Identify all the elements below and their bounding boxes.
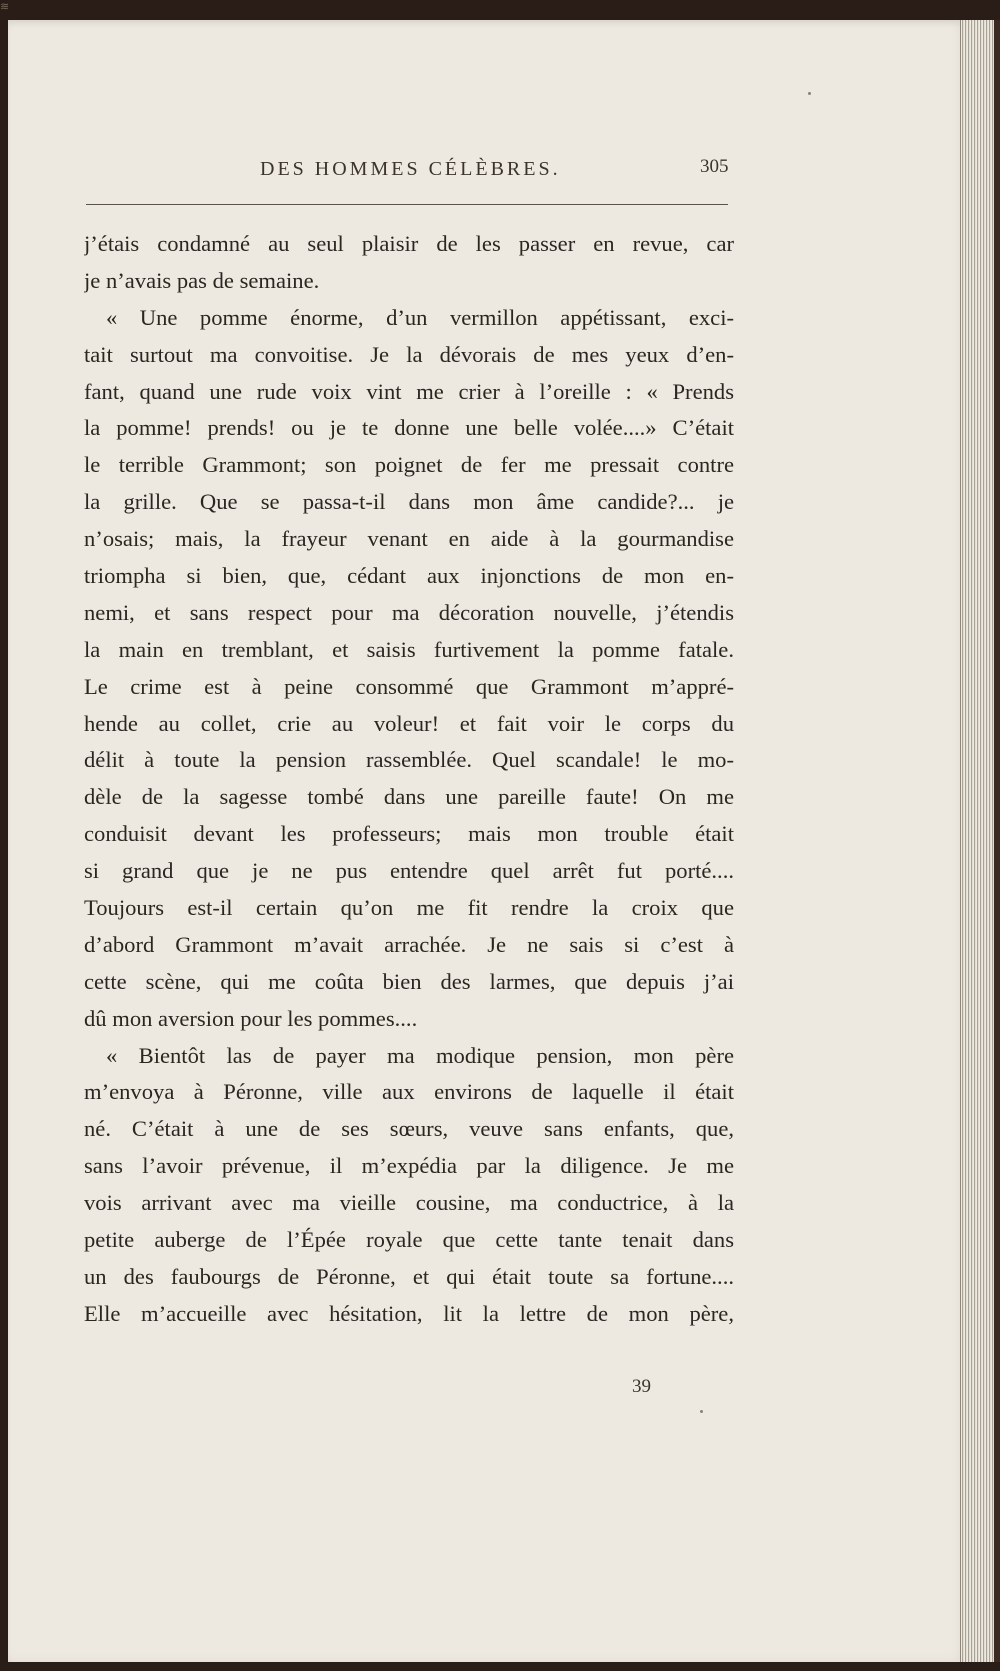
signature-mark: 39 (632, 1376, 651, 1397)
text-line: hende au collet, crie au voleur! et fait voir le corps du (84, 710, 734, 736)
text-line: j’étais condamné au seul plaisir de les passer en revue, car (84, 231, 734, 256)
text-line: un des faubourgs de Péronne, et qui était toute sa fortune.... (84, 1263, 734, 1289)
body-text (84, 226, 734, 1333)
text-line: sans l’avoir prévenue, il m’expédia par la diligence. Je me (84, 1153, 734, 1179)
text-line: né. C’était à une de ses sœurs, veuve sans enfants, que, (84, 1116, 734, 1142)
text-line: Elle m’accueille avec hésitation, lit la lettre de mon père, (84, 1300, 734, 1326)
text-line: Le crime est à peine consommé que Grammont m’appré- (84, 673, 734, 699)
paper-speck (700, 1410, 703, 1413)
page-number: 305 (700, 156, 729, 177)
text-line: tait surtout ma convoitise. Je la dévorais de mes yeux d’en- (84, 341, 734, 367)
text-line: la pomme! prends! ou je te donne une belle volée....» C’était (84, 415, 734, 441)
text-line: la grille. Que se passa-t-il dans mon âme candide?... je (84, 489, 734, 515)
text-line: si grand que je ne pus entendre quel arrêt fut porté.... (84, 858, 734, 884)
text-line: n’osais; mais, la frayeur venant en aide à la gourmandise (84, 526, 734, 552)
header-rule (86, 204, 728, 205)
text-line: délit à toute la pension rassemblée. Quel scandale! le mo- (84, 747, 734, 773)
text-line: dû mon aversion pour les pommes.... (84, 1005, 418, 1031)
text-line: m’envoya à Péronne, ville aux environs de laquelle il était (84, 1079, 734, 1105)
running-header (86, 156, 729, 198)
book-cover-edge (994, 20, 1000, 1662)
text-line: vois arrivant avec ma vieille cousine, ma conductrice, à la (84, 1190, 734, 1216)
text-line: conduisit devant les professeurs; mais mon trouble était (84, 821, 734, 847)
text-line: triompha si bien, que, cédant aux injonctions de mon en- (84, 563, 734, 589)
text-line: fant, quand une rude voix vint me crier à l’oreille : « Prends (84, 378, 734, 404)
text-line: je n’avais pas de semaine. (84, 267, 320, 293)
corner-mark: ≋ (0, 1, 11, 13)
text-line: « Bientôt las de payer ma modique pension, mon père (106, 1042, 734, 1068)
text-line: la main en tremblant, et saisis furtivement la pomme fatale. (84, 636, 734, 662)
text-line: nemi, et sans respect pour ma décoration nouvelle, j’étendis (84, 599, 734, 625)
text-line: dèle de la sagesse tombé dans une pareille faute! On me (84, 784, 734, 810)
text-line: « Une pomme énorme, d’un vermillon appétissant, exci- (106, 304, 734, 330)
paper-speck (808, 92, 811, 95)
text-line: le terrible Grammont; son poignet de fer me pressait contre (84, 452, 734, 478)
text-line: d’abord Grammont m’avait arrachée. Je ne sais si c’est à (84, 931, 734, 957)
text-line: petite auberge de l’Épée royale que cette tante tenait dans (84, 1227, 734, 1253)
text-line: cette scène, qui me coûta bien des larmes, que depuis j’ai (84, 968, 734, 994)
text-line: Toujours est-il certain qu’on me fit rendre la croix que (84, 895, 734, 921)
running-title: DES HOMMES CÉLÈBRES. (260, 158, 561, 180)
